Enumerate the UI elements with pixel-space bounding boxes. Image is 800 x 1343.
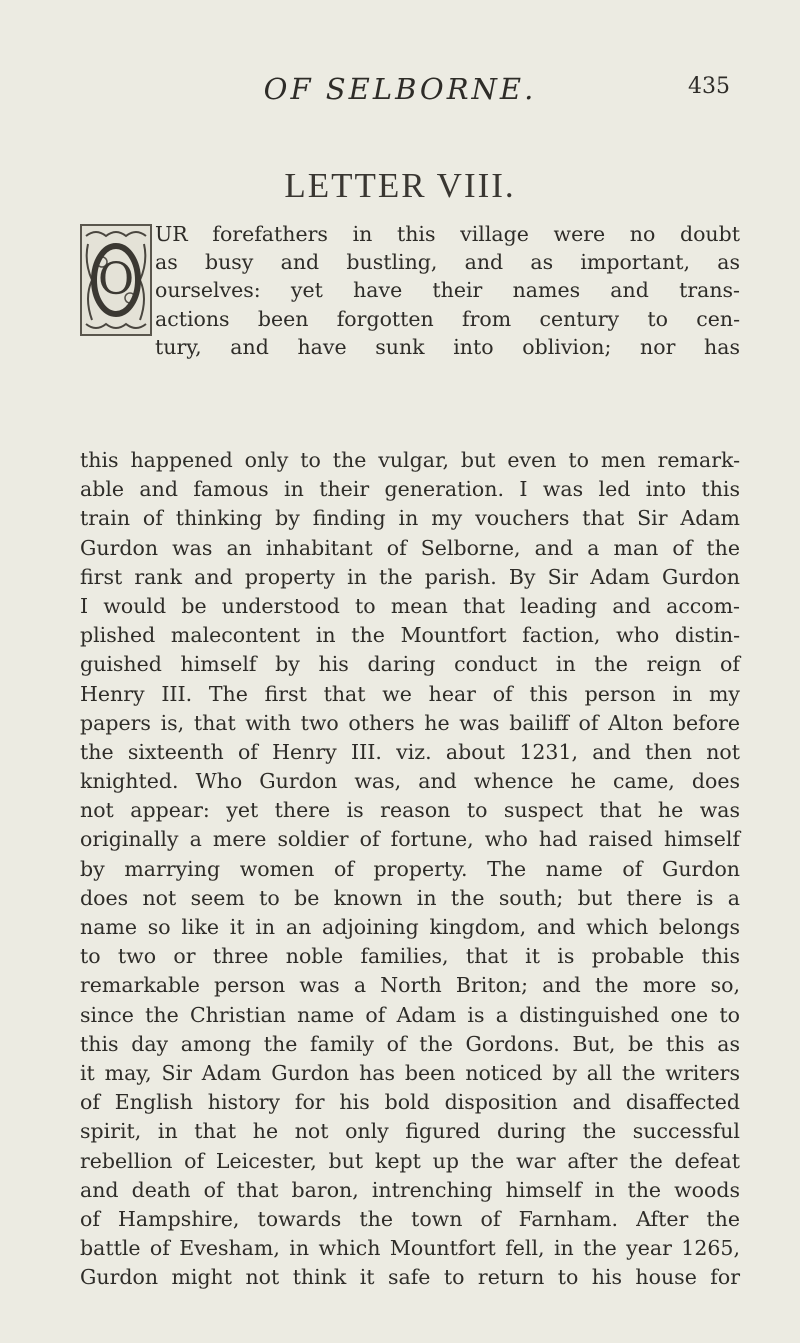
text-line: first rank and property in the parish. By Sir Adam Gurdon	[80, 564, 740, 589]
letter-title: LETTER VIII.	[284, 166, 516, 205]
text-line: Gurdon might not think it safe to return to his house for	[80, 1265, 740, 1290]
text-line: and death of that baron, intrenching himself in the woods	[80, 1177, 740, 1202]
text-line: remarkable person was a North Briton; and the more so,	[80, 973, 740, 998]
drop-cap-letter: O	[97, 254, 135, 305]
text-line: originally a mere soldier of fortune, who had raised himself	[80, 827, 740, 852]
text-line: knighted. Who Gurdon was, and whence he came, does	[80, 769, 740, 794]
text-line: spirit, in that he not only figured during the successful	[80, 1119, 740, 1144]
text-line: by marrying women of property. The name of Gurdon	[80, 856, 740, 881]
text-line: guished himself by his daring conduct in the reign of	[80, 652, 740, 677]
text-line: it may, Sir Adam Gurdon has been noticed by all the writers	[80, 1060, 740, 1085]
text-line: I would be understood to mean that leading and accom-	[80, 593, 740, 618]
text-line: tury, and have sunk into oblivion; nor has	[155, 334, 740, 359]
text-line: does not seem to be known in the south; but there is a	[80, 885, 740, 910]
body-text	[80, 446, 740, 1292]
text-line: able and famous in their generation. I was led into this	[80, 477, 740, 502]
text-line: the sixteenth of Henry III. viz. about 1231, and then not	[80, 739, 740, 764]
text-line: UR forefathers in this village were no doubt	[155, 222, 740, 246]
text-line: train of thinking by finding in my vouchers that Sir Adam	[80, 506, 740, 531]
text-line: Gurdon was an inhabitant of Selborne, and a man of the	[80, 535, 740, 560]
running-head: OF SELBORNE.	[263, 72, 537, 106]
text-line: this happened only to the vulgar, but even to men remark-	[80, 448, 740, 472]
text-line: of Hampshire, towards the town of Farnham. After the	[80, 1206, 740, 1231]
text-line: to two or three noble families, that it is probable this	[80, 944, 740, 969]
text-line: of English history for his bold disposition and disaffected	[80, 1090, 740, 1115]
ornamental-drop-cap	[80, 224, 152, 336]
text-line: Henry III. The first that we hear of this person in my	[80, 681, 740, 706]
page-header	[0, 72, 800, 112]
text-line: ourselves: yet have their names and trans-	[155, 278, 740, 303]
text-line: as busy and bustling, and as important, as	[155, 250, 740, 275]
text-line: since the Christian name of Adam is a distinguished one to	[80, 1002, 740, 1027]
text-line: not appear: yet there is reason to suspect that he was	[80, 798, 740, 823]
text-line: papers is, that with two others he was bailiff of Alton before	[80, 710, 740, 735]
text-line: plished malecontent in the Mountfort faction, who distin-	[80, 623, 740, 648]
text-line: rebellion of Leicester, but kept up the war after the defeat	[80, 1148, 740, 1173]
text-line: name so like it in an adjoining kingdom, and which belongs	[80, 915, 740, 939]
text-line: this day among the family of the Gordons. But, be this as	[80, 1031, 740, 1056]
text-line: battle of Evesham, in which Mountfort fell, in the year 1265,	[80, 1236, 740, 1261]
page-number: 435	[688, 74, 730, 99]
text-line: actions been forgotten from century to cen-	[155, 306, 740, 331]
indented-lines	[155, 220, 740, 361]
